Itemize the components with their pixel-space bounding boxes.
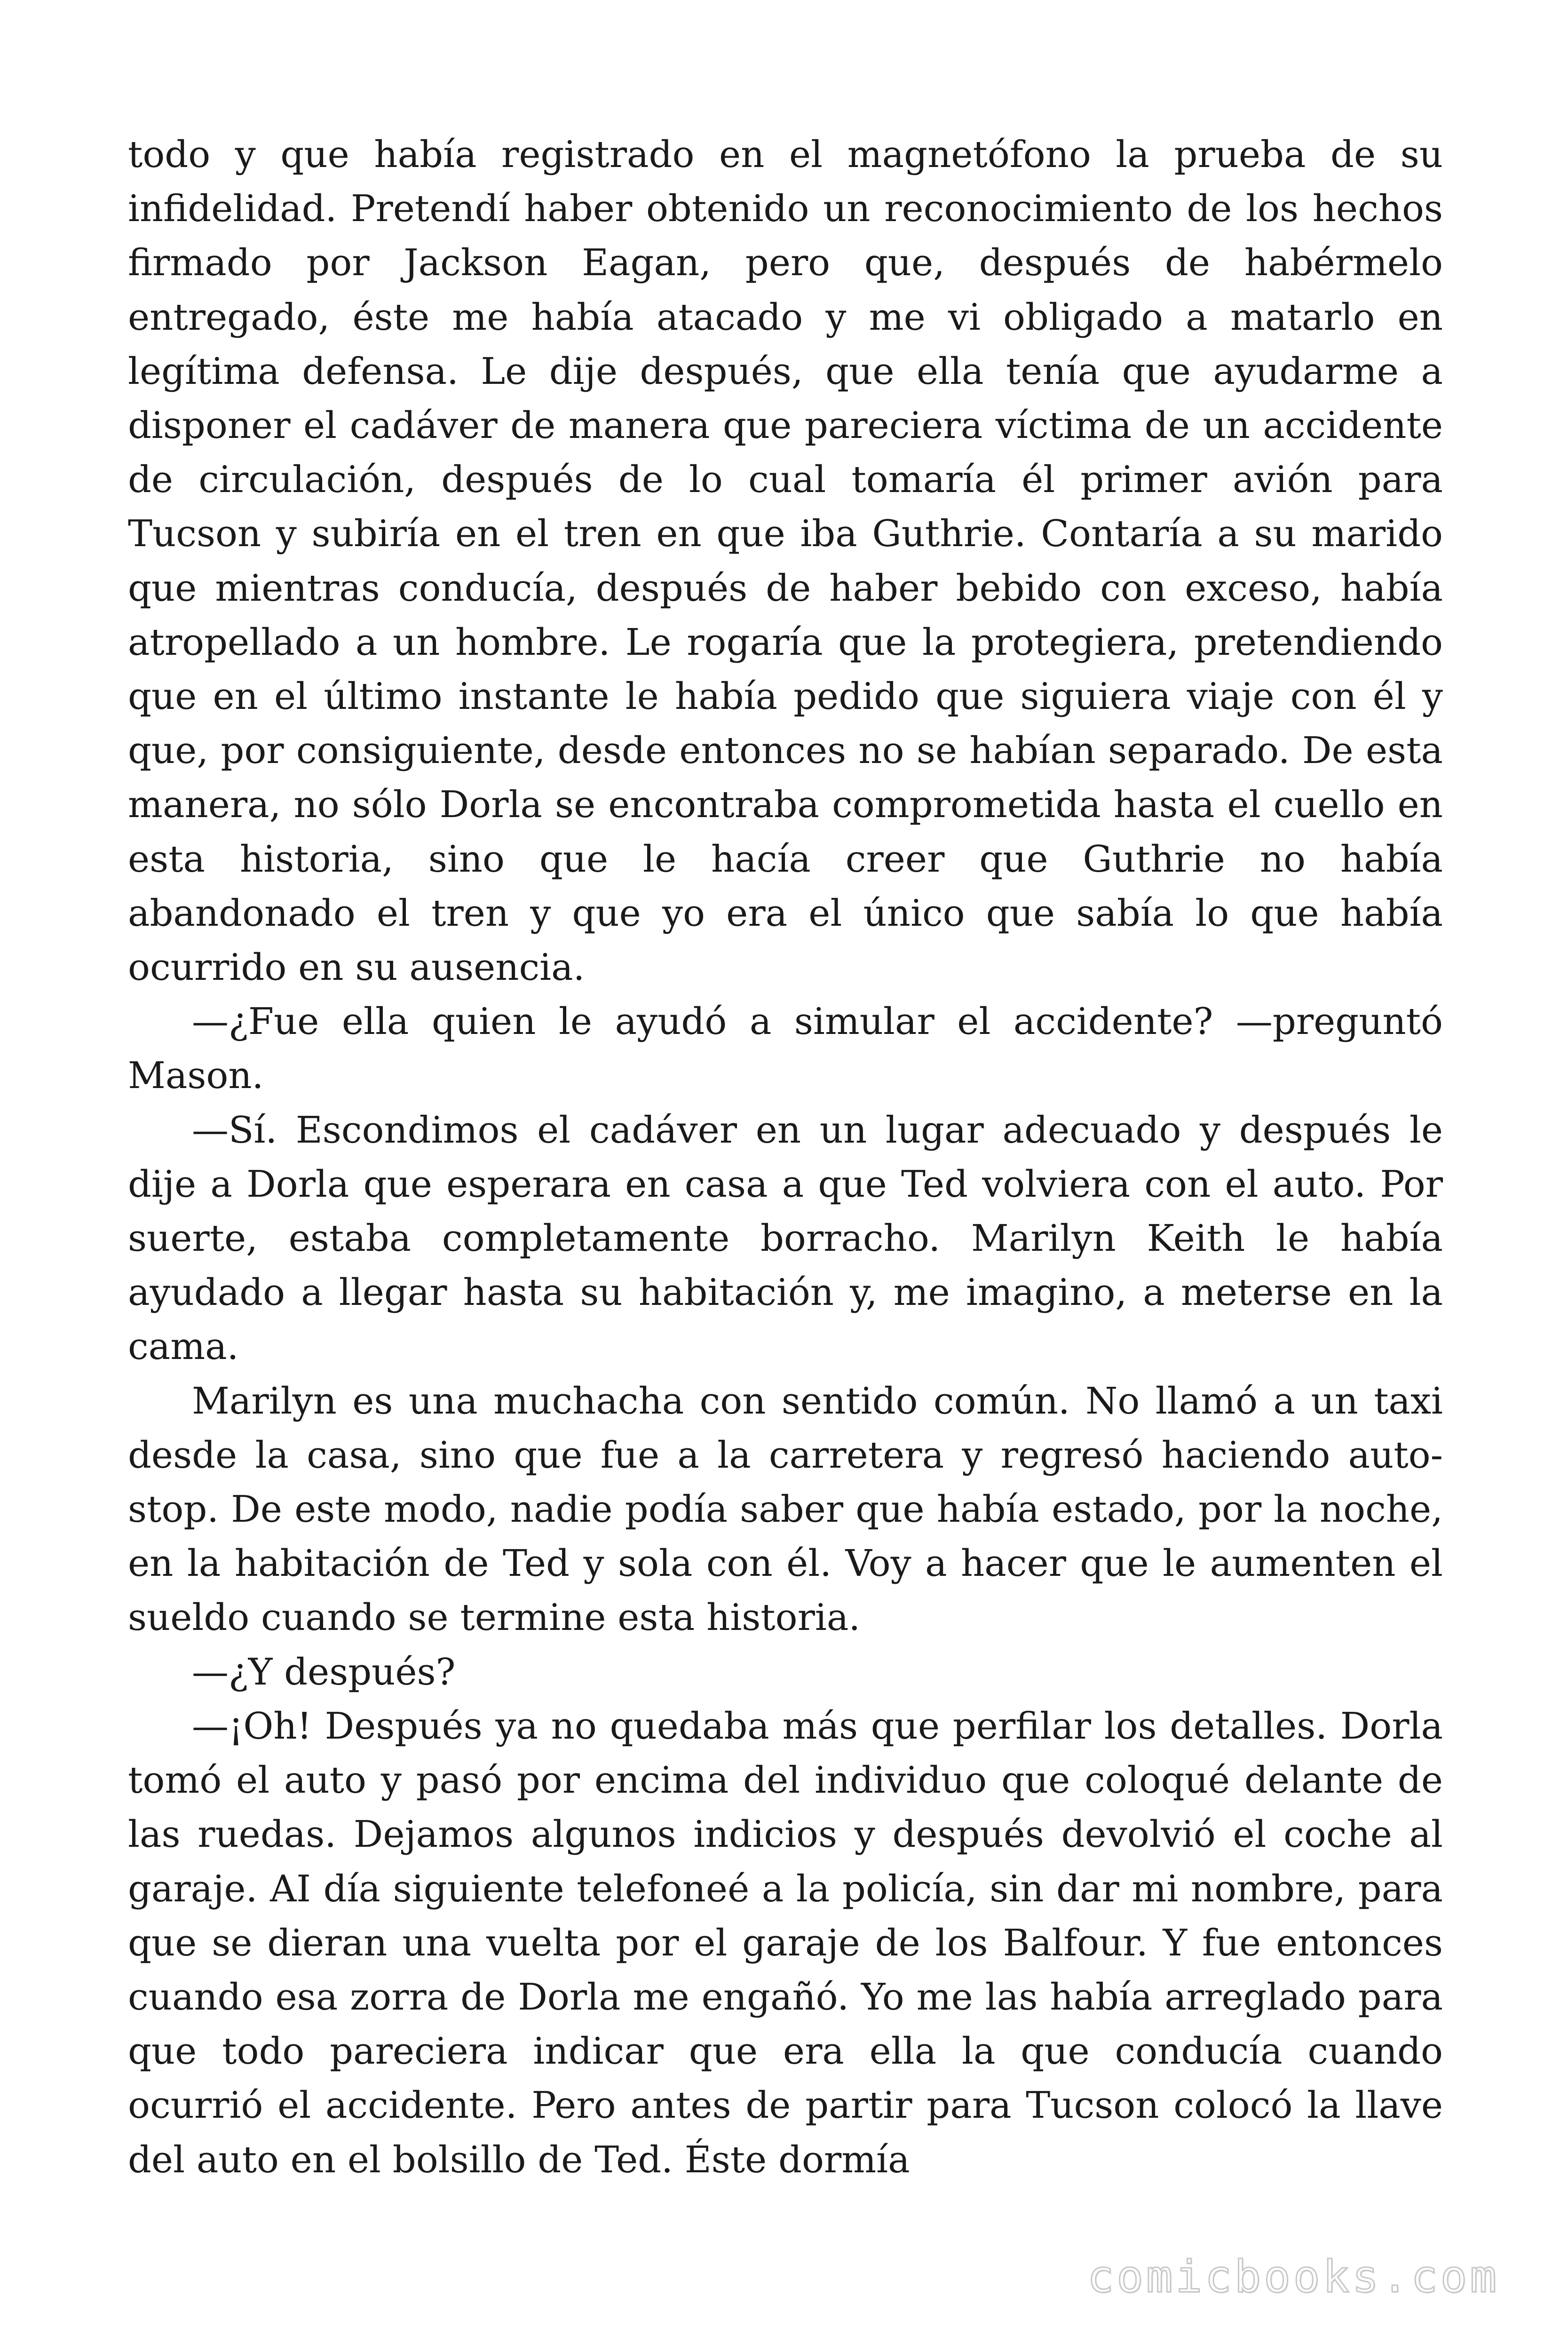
- paragraph-5: —¿Y después?: [192, 1651, 456, 1693]
- paragraph-3: —Sí. Escondimos el cadáver en un lugar adecuado y después le dije a Dorla que esperara en casa a que Ted volviera con el auto. Por suerte, estaba completamente borracho. Marilyn Keith le había ayudado a llegar hasta su habitación y, me imagino, a meterse en la cama.: [128, 1109, 1443, 1368]
- paragraph-6: —¡Oh! Después ya no quedaba más que perfilar los detalles. Dorla tomó el auto y pasó por encima del individuo que coloqué delante de las ruedas. Dejamos algunos indicios y después devolvió el coche al garaje. AI día siguiente telefoneé a la policía, sin dar mi nombre, para que se dieran una vuelta por el garaje de los Balfour. Y fue entonces cuando esa zorra de Dorla me engañó. Yo me las había arreglado para que todo pareciera indicar que era ella la que conducía cuando ocurrió el accidente. Pero antes de partir para Tucson colocó la llave del auto en el bolsillo de Ted. Éste dormía: [128, 1705, 1443, 2181]
- watermark: comicbooks.com: [1087, 2251, 1499, 2303]
- page-body: [128, 128, 1443, 2187]
- paragraph-4: Marilyn es una muchacha con sentido común. No llamó a un taxi desde la casa, sino que fue a la carretera y regresó haciendo auto-stop. De este modo, nadie podía saber que había estado, por la noche, en la habitación de Ted y sola con él. Voy a hacer que le aumenten el sueldo cuando se termine esta historia.: [128, 1380, 1443, 1639]
- paragraph-2: —¿Fue ella quien le ayudó a simular el accidente? —preguntó Mason.: [128, 1001, 1443, 1097]
- paragraph-1: todo y que había registrado en el magnetófono la prueba de su infidelidad. Pretendí haber obtenido un reconocimiento de los hechos firmado por Jackson Eagan, pero que, después de habérmelo entregado, éste me había atacado y me vi obligado a matarlo en legítima defensa. Le dije después, que ella tenía que ayudarme a disponer el cadáver de manera que pareciera víctima de un accidente de circulación, después de lo cual tomaría él primer avión para Tucson y subiría en el tren en que iba Guthrie. Contaría a su marido que mientras conducía, después de haber bebido con exceso, había atropellado a un hombre. Le rogaría que la protegiera, pretendiendo que en el último instante le había pedido que siguiera viaje con él y que, por consiguiente, desde entonces no se habían separado. De esta manera, no sólo Dorla se encontraba comprometida hasta el cuello en esta historia, sino que le hacía creer que Guthrie no había abandonado el tren y que yo era el único que sabía lo que había ocurrido en su ausencia.: [128, 134, 1443, 989]
